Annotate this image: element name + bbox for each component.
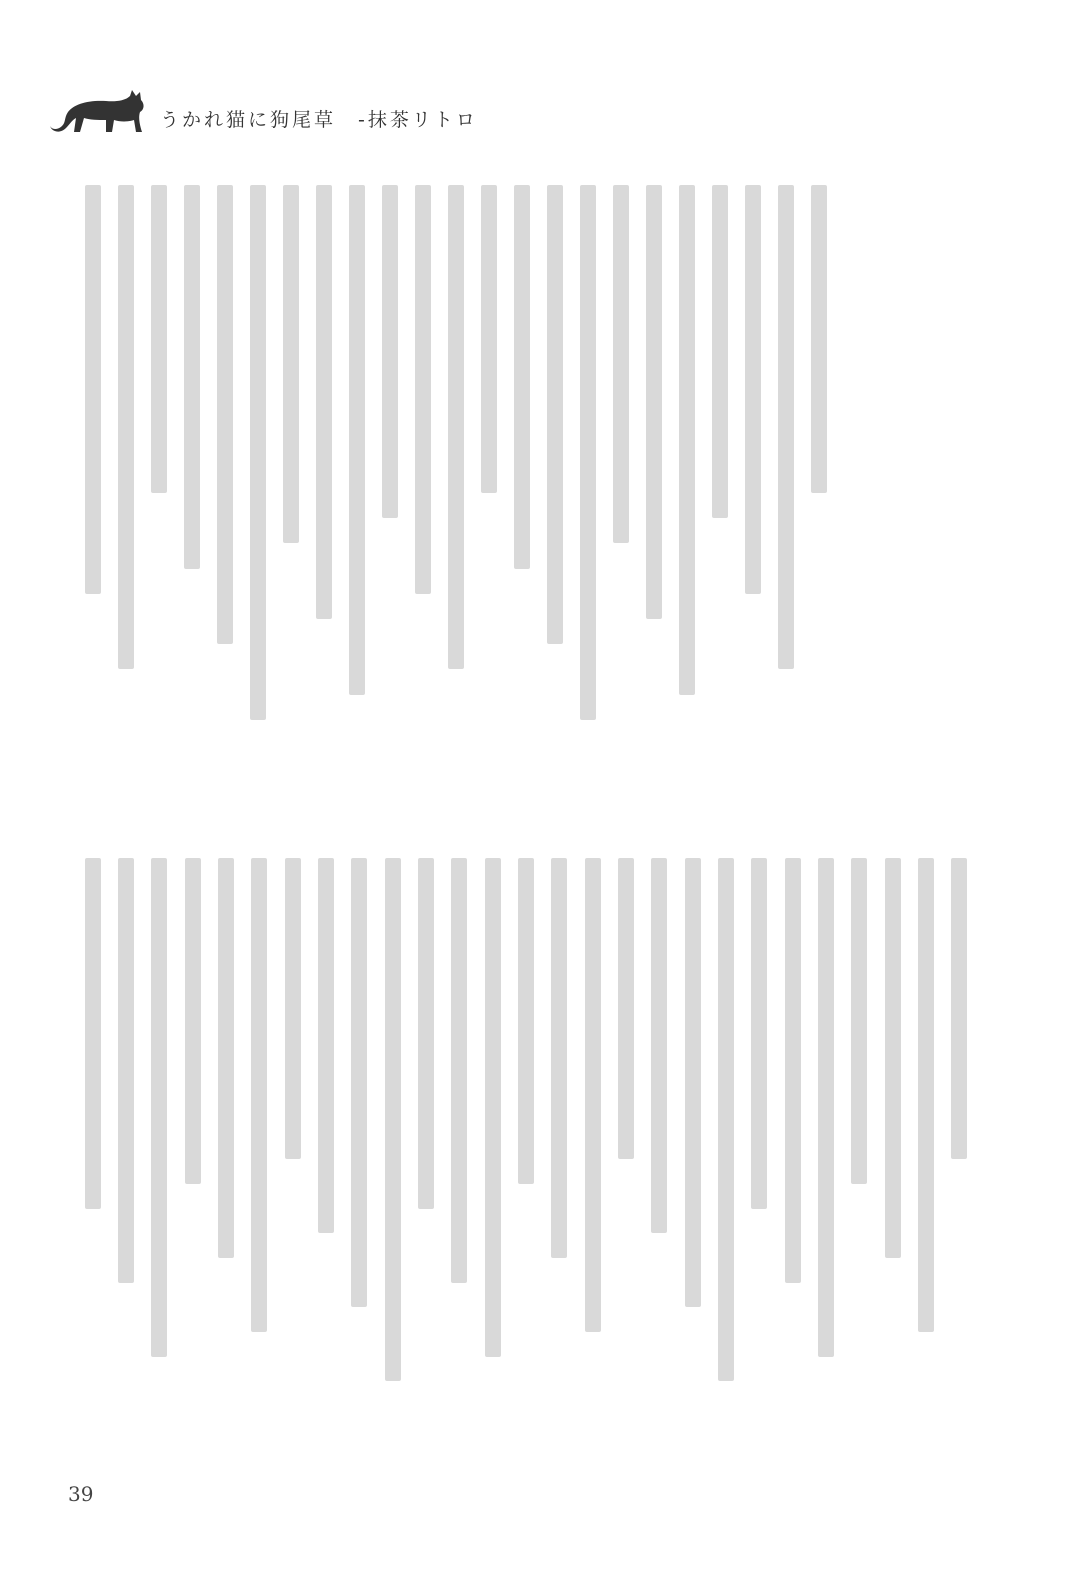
text-column-placeholder xyxy=(580,185,596,720)
text-column-placeholder xyxy=(85,185,101,594)
text-column-placeholder xyxy=(285,858,301,1159)
text-column-placeholder xyxy=(351,858,367,1307)
text-column-placeholder xyxy=(118,858,134,1283)
text-column-placeholder xyxy=(316,185,332,619)
text-block-upper-redacted xyxy=(76,185,836,745)
text-column-placeholder xyxy=(382,185,398,518)
page-number: 39 xyxy=(68,1482,94,1506)
cat-silhouette-icon xyxy=(48,88,148,134)
text-column-placeholder xyxy=(118,185,134,669)
running-header xyxy=(48,88,478,134)
text-column-placeholder xyxy=(514,185,530,569)
text-column-placeholder xyxy=(385,858,401,1381)
text-column-placeholder xyxy=(250,185,266,720)
text-column-placeholder xyxy=(218,858,234,1258)
text-column-placeholder xyxy=(485,858,501,1357)
text-column-placeholder xyxy=(85,858,101,1209)
header-title: うかれ猫に狗尾草 -抹茶リトロ xyxy=(160,109,478,131)
text-column-placeholder xyxy=(184,185,200,569)
text-column-placeholder xyxy=(685,858,701,1307)
text-column-placeholder xyxy=(646,185,662,619)
text-column-placeholder xyxy=(885,858,901,1258)
text-column-placeholder xyxy=(318,858,334,1233)
text-column-placeholder xyxy=(712,185,728,518)
text-column-placeholder xyxy=(349,185,365,695)
text-column-placeholder xyxy=(918,858,934,1332)
text-column-placeholder xyxy=(818,858,834,1357)
text-column-placeholder xyxy=(448,185,464,669)
text-column-placeholder xyxy=(518,858,534,1184)
text-column-placeholder xyxy=(551,858,567,1258)
text-column-placeholder xyxy=(718,858,734,1381)
text-column-placeholder xyxy=(811,185,827,493)
text-column-placeholder xyxy=(418,858,434,1209)
text-column-placeholder xyxy=(283,185,299,543)
text-column-placeholder xyxy=(751,858,767,1209)
text-column-placeholder xyxy=(251,858,267,1332)
text-column-placeholder xyxy=(613,185,629,543)
text-column-placeholder xyxy=(951,858,967,1159)
text-column-placeholder xyxy=(745,185,761,594)
text-column-placeholder xyxy=(547,185,563,644)
text-column-placeholder xyxy=(585,858,601,1332)
text-column-placeholder xyxy=(451,858,467,1283)
text-column-placeholder xyxy=(778,185,794,669)
text-column-placeholder xyxy=(151,185,167,493)
text-column-placeholder xyxy=(185,858,201,1184)
text-column-placeholder xyxy=(651,858,667,1233)
text-block-lower-redacted xyxy=(76,858,976,1406)
text-column-placeholder xyxy=(618,858,634,1159)
text-column-placeholder xyxy=(415,185,431,594)
text-column-placeholder xyxy=(217,185,233,644)
text-column-placeholder xyxy=(481,185,497,493)
text-column-placeholder xyxy=(679,185,695,695)
text-column-placeholder xyxy=(151,858,167,1357)
text-column-placeholder xyxy=(785,858,801,1283)
text-column-placeholder xyxy=(851,858,867,1184)
